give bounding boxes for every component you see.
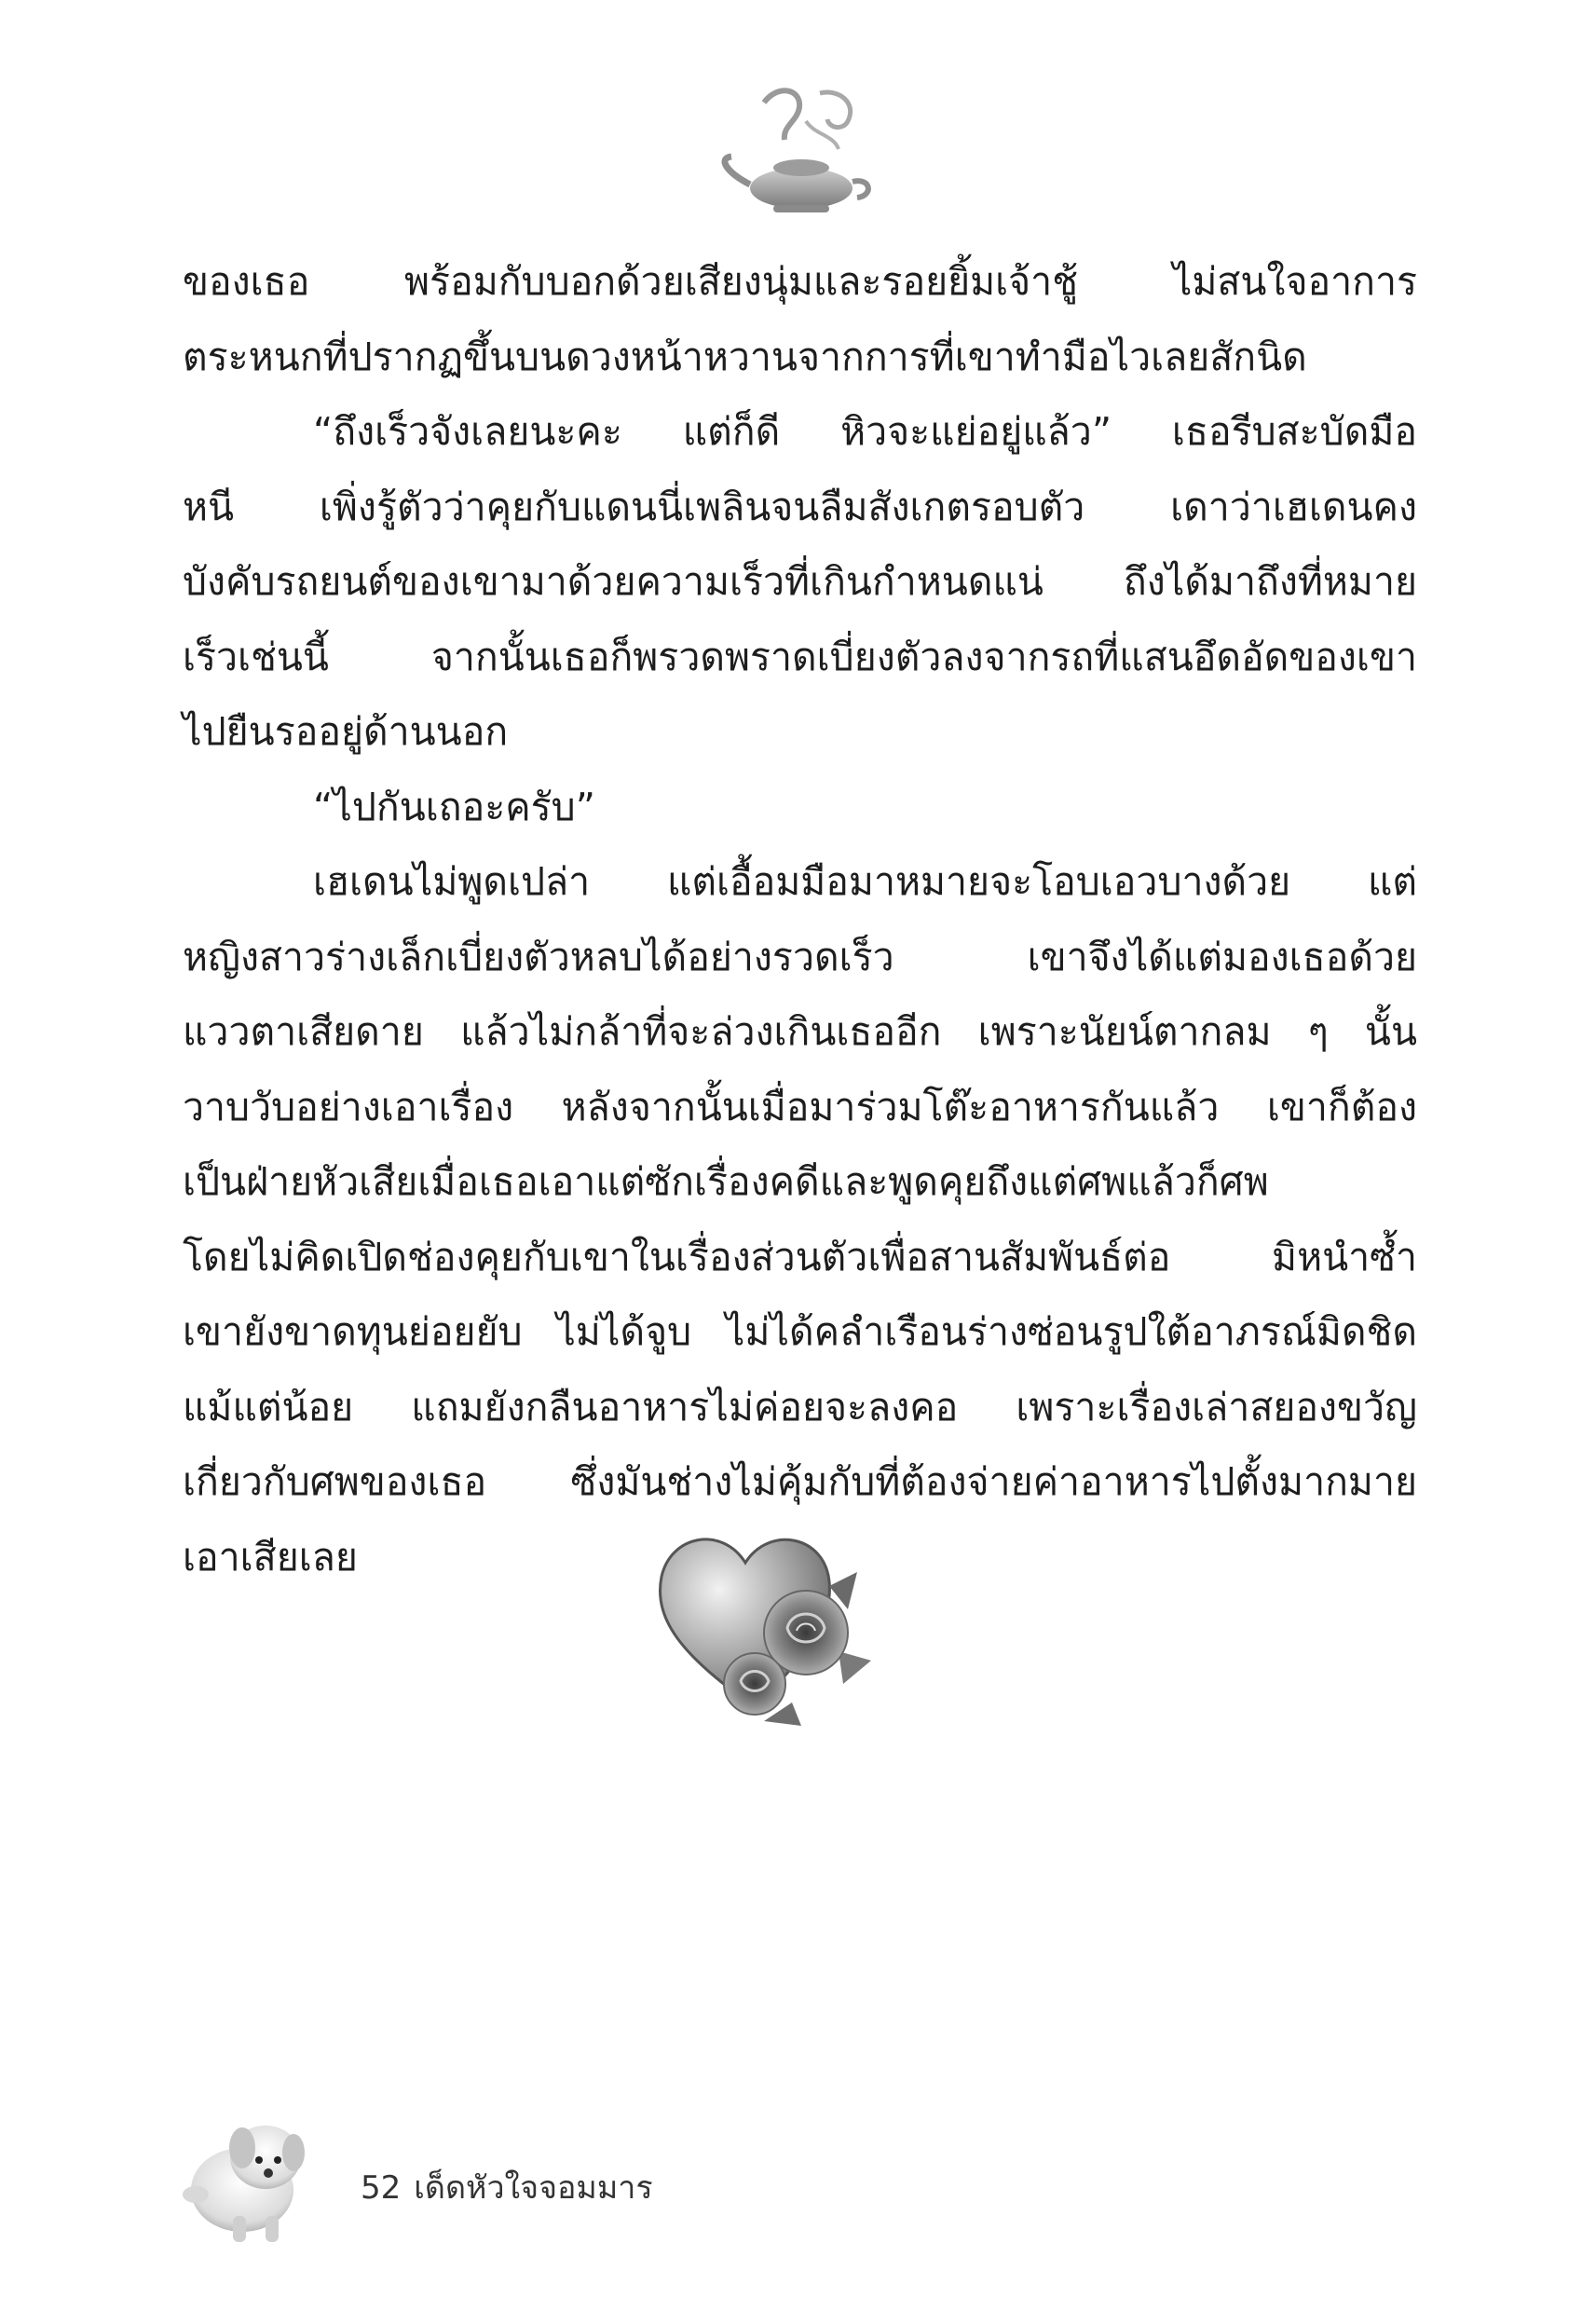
paragraph-line: “ถึงเร็วจังเลยนะคะ แต่ก็ดี หิวจะแย่อยู่แล้ว” เธอรีบสะบัดมือ	[313, 409, 1417, 454]
fairy-teapot-icon	[708, 84, 894, 224]
paragraph-line: เฮเดนไม่พูดเปล่า แต่เอื้อมมือมาหมายจะโอบเอวบางด้วย แต่	[313, 859, 1417, 904]
book-title: เด็ดหัวใจจอมมาร	[414, 2169, 653, 2207]
paragraph-line: ของเธอ พร้อมกับบอกด้วยเสียงนุ่มและรอยยิ้มเจ้าชู้ ไม่สนใจอาการ	[183, 259, 1417, 304]
paragraph-line: แม้แต่น้อย แถมยังกลืนอาหารไม่ค่อยจะลงคอ เพราะเรื่องเล่าสยองขวัญ	[183, 1384, 1417, 1429]
paragraph-line: เกี่ยวกับศพของเธอ ซึ่งมันช่างไม่คุ้มกับที่ต้องจ่ายค่าอาหารไปตั้งมากมาย	[183, 1459, 1417, 1504]
paragraph-line: “ไปกันเถอะครับ”	[313, 784, 595, 829]
paragraph-line: เขายังขาดทุนย่อยยับ ไม่ได้จูบ ไม่ได้คลำเรือนร่างซ่อนรูปใต้อาภรณ์มิดชิด	[183, 1309, 1417, 1354]
body-text	[183, 244, 1417, 1594]
paragraph-line: หญิงสาวร่างเล็กเบี่ยงตัวหลบได้อย่างรวดเร็ว เขาจึงได้แต่มองเธอด้วย	[183, 934, 1417, 979]
footer-text	[361, 2162, 666, 2212]
paragraph-line: เอาเสียเลย	[183, 1534, 358, 1579]
paragraph-line: เป็นฝ่ายหัวเสียเมื่อเธอเอาแต่ซักเรื่องคดีและพูดคุยถึงแต่ศพแล้วก็ศพ	[183, 1159, 1269, 1204]
puppy-icon	[177, 2106, 321, 2246]
paragraph-line: หนี เพิ่งรู้ตัวว่าคุยกับแดนนี่เพลินจนลืมสังเกตรอบตัว เดาว่าเฮเดนคง	[183, 484, 1417, 529]
heart-with-roses-icon	[652, 1521, 876, 1737]
paragraph-line: โดยไม่คิดเปิดช่องคุยกับเขาในเรื่องส่วนตัวเพื่อสานสัมพันธ์ต่อ มิหนำซ้ำ	[183, 1234, 1417, 1279]
paragraph-line: ตระหนกที่ปรากฏขึ้นบนดวงหน้าหวานจากการที่เขาทำมือไวเลยสักนิด	[183, 334, 1307, 379]
page-number: 52	[361, 2169, 402, 2207]
paragraph-line: บังคับรถยนต์ของเขามาด้วยความเร็วที่เกินกำหนดแน่ ถึงได้มาถึงที่หมาย	[183, 559, 1417, 604]
page-footer	[177, 2106, 829, 2246]
paragraph-line: เร็วเช่นนี้ จากนั้นเธอก็พรวดพราดเบี่ยงตัวลงจากรถที่แสนอึดอัดของเขา	[183, 634, 1417, 679]
paragraph-line: ไปยืนรออยู่ด้านนอก	[183, 709, 509, 754]
paragraph-line: แววตาเสียดาย แล้วไม่กล้าที่จะล่วงเกินเธออีก เพราะนัยน์ตากลม ๆ นั้น	[183, 1009, 1417, 1054]
paragraph-line: วาบวับอย่างเอาเรื่อง หลังจากนั้นเมื่อมาร่วมโต๊ะอาหารกันแล้ว เขาก็ต้อง	[183, 1084, 1417, 1129]
